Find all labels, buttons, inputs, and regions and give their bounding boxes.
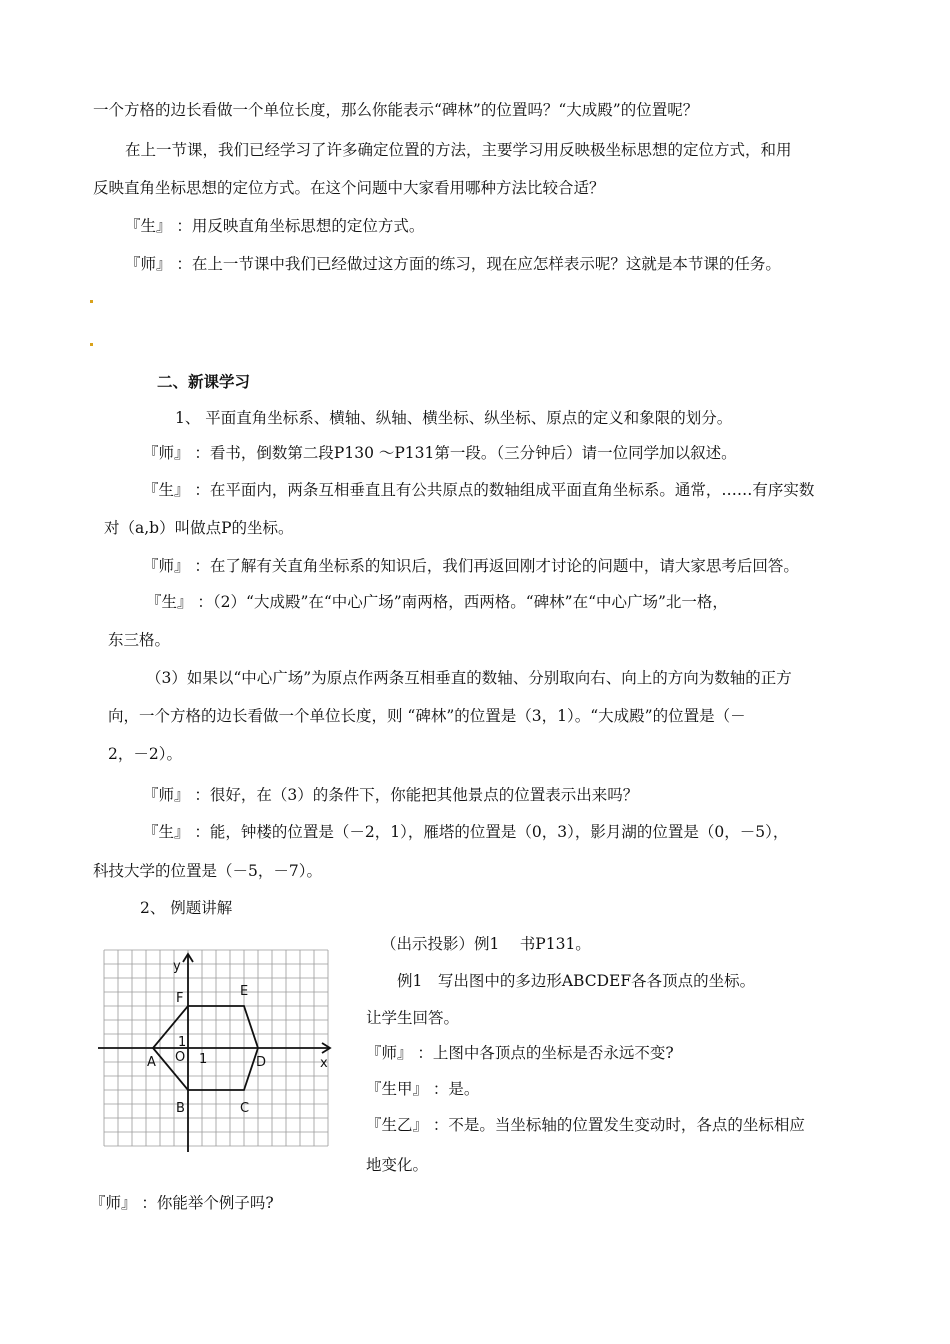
dialogue-line: 『师』 ：在了解有关直角坐标系的知识后，我们再返回刚才讨论的问题中，请大家思考后回答。 (143, 557, 799, 575)
subsection-heading: 1、 平面直角坐标系、横轴、纵轴、横坐标、纵坐标、原点的定义和象限的划分。 (175, 409, 733, 427)
dialogue-line: 『生乙』 ：不是。当坐标轴的位置发生变动时，各点的坐标相应 (366, 1116, 805, 1134)
paragraph-line: 对（a,b）叫做点P的坐标。 (104, 519, 294, 537)
marker-dot (90, 300, 93, 303)
vertex-label-a: A (147, 1055, 156, 1070)
paragraph-line: 科技大学的位置是（－5，－7）。 (93, 862, 322, 880)
dialogue-line: 『师』 ：上图中各顶点的坐标是否永远不变? (366, 1044, 674, 1062)
paragraph-line: 2，－2）。 (108, 745, 182, 763)
y-axis-label: y (173, 959, 181, 974)
y-unit-label: 1 (178, 1035, 187, 1050)
x-unit-label: 1 (199, 1052, 208, 1067)
paragraph-line: 让学生回答。 (366, 1009, 460, 1027)
marker-dot (90, 343, 93, 346)
paragraph-line: 反映直角坐标思想的定位方式。在这个问题中大家看用哪种方法比较合适？ (93, 179, 605, 197)
dialogue-line: 『师』 ：很好，在（3）的条件下，你能把其他景点的位置表示出来吗？ (143, 786, 639, 804)
dialogue-line: 『生』 ：能，钟楼的位置是（－2，1），雁塔的位置是（0，3），影月湖的位置是（0，－5）， (143, 823, 789, 841)
paragraph-line: 例1 写出图中的多边形ABCDEF各各顶点的坐标。 (397, 972, 756, 990)
dialogue-line: 『生』 ：用反映直角坐标思想的定位方式。 (125, 217, 425, 235)
paragraph-line: 地变化。 (366, 1156, 429, 1174)
paragraph-line: 向，一个方格的边长看做一个单位长度，则 “碑林”的位置是（3，1）。“大成殿”的位置是（－ (108, 707, 746, 725)
vertex-label-b: B (176, 1101, 185, 1116)
section-heading: 二、新课学习 (157, 372, 251, 391)
dialogue-line: 『师』 ：你能举个例子吗? (90, 1194, 274, 1212)
axes (98, 954, 330, 1152)
paragraph-line: 东三格。 (108, 631, 171, 649)
vertex-label-c: C (240, 1101, 250, 1116)
dialogue-line: 『生甲』 ：是。 (366, 1080, 480, 1098)
x-axis-label: x (320, 1056, 328, 1071)
paragraph-line: 一个方格的边长看做一个单位长度，那么你能表示“碑林”的位置吗？“大成殿”的位置呢？ (93, 101, 699, 119)
origin-label: O (175, 1050, 186, 1065)
dialogue-line: 『师』 ：在上一节课中我们已经做过这方面的练习，现在应怎样表示呢？这就是本节课的任务。 (125, 255, 781, 273)
vertex-label-d: D (256, 1055, 267, 1070)
dialogue-line: 『生』 ：在平面内，两条互相垂直且有公共原点的数轴组成平面直角坐标系。通常，……有序实数 (143, 481, 815, 499)
subsection-heading: 2、 例题讲解 (140, 899, 233, 917)
coordinate-grid-figure (96, 940, 346, 1155)
vertex-label-f: F (176, 991, 184, 1006)
paragraph-line: 在上一节课，我们已经学习了许多确定位置的方法，主要学习用反映极坐标思想的定位方式，和用 (125, 141, 792, 159)
paragraph-line: （出示投影）例1 书P131。 (381, 935, 591, 953)
dialogue-line: 『生』 ：（2）“大成殿”在“中心广场”南两格，西两格。“碑林”在“中心广场”北一格， (146, 593, 728, 611)
dialogue-line: 『师』 ：看书，倒数第二段P130 ～P131第一段。（三分钟后）请一位同学加以叙述。 (143, 444, 737, 462)
vertex-label-e: E (240, 984, 249, 999)
paragraph-line: （3）如果以“中心广场”为原点作两条互相垂直的数轴、分别取向右、向上的方向为数轴的正方 (146, 669, 792, 687)
